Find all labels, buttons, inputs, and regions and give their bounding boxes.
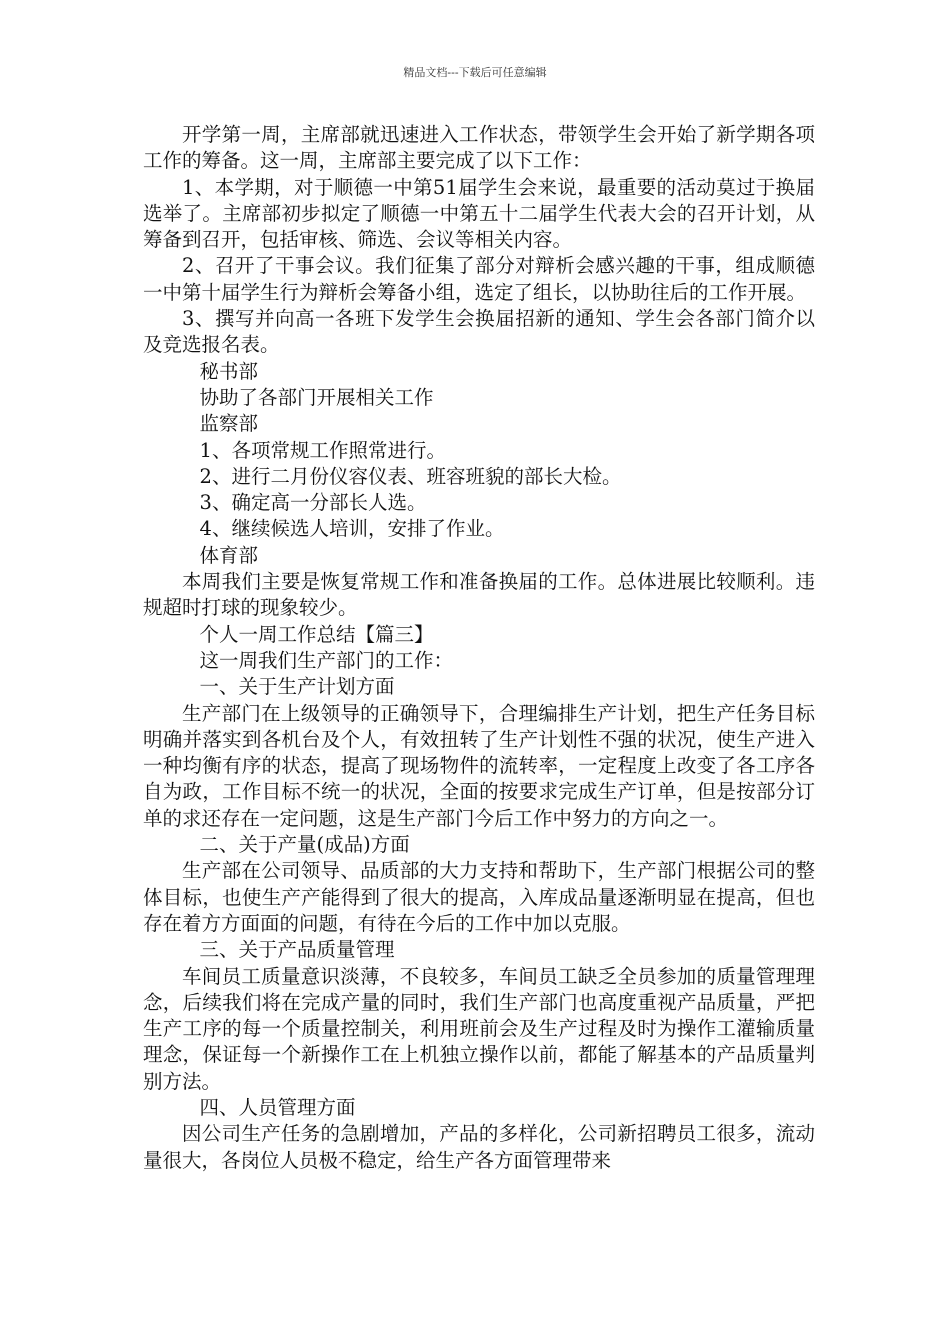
paragraph-section-3: 车间员工质量意识淡薄，不良较多，车间员工缺乏全员参加的质量管理理念，后续我们将在完成产量的同时，我们生产部门也高度重视产品质量，严把生产工序的每一个质量控制关，利用班前会及生产过程及时为操作工灌输质量理念，保证每一个新操作工在上机独立操作以前，都能了解基本的产品质量判别方法。 — [143, 964, 815, 1093]
paragraph-chairman-item-1: 1、本学期，对于顺德一中第51届学生会来说，最重要的活动莫过于换届选举了。主席部初步拟定了顺德一中第五十二届学生代表大会的召开计划，从筹备到召开，包括审核、筛选、会议等相关内容。 — [143, 175, 815, 252]
line-supervision-item-2: 2、进行二月份仪容仪表、班容班貌的部长大检。 — [199, 464, 622, 488]
paragraph-section-4: 因公司生产任务的急剧增加，产品的多样化，公司新招聘员工很多，流动量很大，各岗位人员极不稳定，给生产各方面管理带来 — [143, 1122, 815, 1172]
paragraph-chairman-item-2: 2、召开了干事会议。我们征集了部分对辩析会感兴趣的干事，组成顺德一中第十届学生行为辩析会筹备小组，选定了组长，以协助往后的工作开展。 — [143, 254, 815, 304]
heading-secretary-dept: 秘书部 — [199, 359, 259, 383]
paragraph-section-2: 生产部在公司领导、品质部的大力支持和帮助下，生产部门根据公司的整体目标，也使生产产能得到了很大的提高，入库成品量逐渐明显在提高，但也存在着方方面面的问题，有待在今后的工作中加以克服。 — [143, 859, 815, 935]
heading-section-1: 一、关于生产计划方面 — [199, 675, 395, 699]
heading-supervision-dept: 监察部 — [199, 412, 259, 436]
paragraph-chairman-intro: 开学第一周，主席部就迅速进入工作状态，带领学生会开始了新学期各项工作的筹备。这一周，主席部主要完成了以下工作： — [143, 123, 815, 173]
heading-part-three: 个人一周工作总结【篇三】 — [199, 622, 434, 646]
heading-sports-dept: 体育部 — [199, 543, 259, 567]
heading-section-3: 三、关于产品质量管理 — [199, 938, 395, 962]
document-body — [143, 122, 815, 1174]
heading-section-4: 四、人员管理方面 — [199, 1095, 356, 1119]
heading-section-2: 二、关于产量(成品)方面 — [199, 833, 410, 857]
paragraph-sports-summary: 本周我们主要是恢复常规工作和准备换届的工作。总体进展比较顺利。违规超时打球的现象较少。 — [143, 570, 815, 620]
page-header-note: 精品文档---下载后可任意编辑 — [403, 66, 547, 79]
line-supervision-item-1: 1、各项常规工作照常进行。 — [199, 438, 446, 462]
line-supervision-item-4: 4、继续候选人培训，安排了作业。 — [199, 517, 505, 541]
paragraph-chairman-item-3: 3、撰写并向高一各班下发学生会换届招新的通知、学生会各部门简介以及竞选报名表。 — [143, 307, 815, 357]
line-secretary-work: 协助了各部门开展相关工作 — [199, 385, 434, 409]
line-production-intro: 这一周我们生产部门的工作： — [199, 648, 454, 672]
line-supervision-item-3: 3、确定高一分部长人选。 — [199, 491, 427, 515]
paragraph-section-1: 生产部门在上级领导的正确领导下，合理编排生产计划，把生产任务目标明确并落实到各机台及个人，有效扭转了生产计划性不强的状况，使生产进入一种均衡有序的状态，提高了现场物件的流转率，一定程度上改变了各工序各自为政，工作目标不统一的状况，全面的按要求完成生产订单，但是按部分订单的求还存在一定问题，这是生产部门今后工作中努力的方向之一。 — [143, 701, 815, 830]
